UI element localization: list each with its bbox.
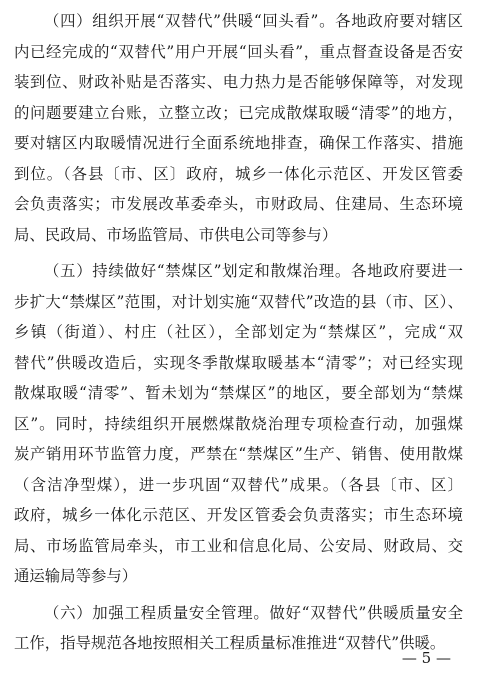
text-line: 要对辖区内取暖情况进行全面系统地排查，确保工作落实、措施 (14, 134, 463, 152)
text-line: 散煤取暖“清零”、暂未划为“禁煤区”的地区，要全部划为“禁煤 (14, 384, 463, 402)
text-line: （五）持续做好“禁煤区”划定和散煤治理。各地政府要进一 (44, 262, 463, 280)
body-text (14, 6, 463, 659)
text-line: 内已经完成的“双替代”用户开展“回头看”，重点督查设备是否安 (14, 42, 463, 61)
text-line: 通运输局等参与） (14, 567, 138, 585)
text-line: 的问题要建立台账，立整立改；已完成散煤取暖“清零”的地方， (14, 103, 463, 122)
text-line: （六）加强工程质量安全管理。做好“双替代”供暖质量安全 (44, 603, 463, 622)
paragraph-section-5 (14, 256, 463, 592)
text-line: 替代”供暖改造后，实现冬季散煤取暖基本“清零”；对已经实现 (14, 353, 463, 372)
paragraph-section-4 (14, 6, 463, 250)
text-line: 会负责落实；市发展改革委牵头，市财政局、住建局、生态环境 (14, 195, 463, 213)
text-line: 装到位、财政补贴是否落实、电力热力是否能够保障等，对发现 (14, 73, 463, 91)
text-line: （含洁净型煤），进一步巩固“双替代”成果。（各县〔市、区〕 (14, 475, 463, 494)
text-line: 工作，指导规范各地按照相关工程质量标准推进“双替代”供暖。 (14, 634, 446, 652)
text-line: 政府，城乡一体化示范区、开发区管委会负责落实；市生态环境 (14, 506, 463, 524)
text-line: 乡镇（街道）、村庄（社区），全部划定为“禁煤区”，完成“双 (14, 323, 463, 341)
text-line: 到位。（各县〔市、区〕政府，城乡一体化示范区、开发区管委 (14, 164, 463, 183)
text-line: 步扩大“禁煤区”范围，对计划实施“双替代”改造的县（市、区）、 (14, 292, 463, 311)
text-line: （四）组织开展“双替代”供暖“回头看”。各地政府要对辖区 (44, 12, 463, 30)
text-line: 局、市场监管局牵头，市工业和信息化局、公安局、财政局、交 (14, 536, 463, 555)
paragraph-section-6 (14, 598, 463, 659)
page-number: — 5 — (401, 649, 451, 667)
text-line: 炭产销用环节监管力度，严禁在“禁煤区”生产、销售、使用散煤 (14, 445, 463, 463)
text-line: 区”。同时，持续组织开展燃煤散烧治理专项检查行动，加强煤 (14, 414, 463, 433)
text-line: 局、民政局、市场监管局、市供电公司等参与） (14, 225, 338, 244)
